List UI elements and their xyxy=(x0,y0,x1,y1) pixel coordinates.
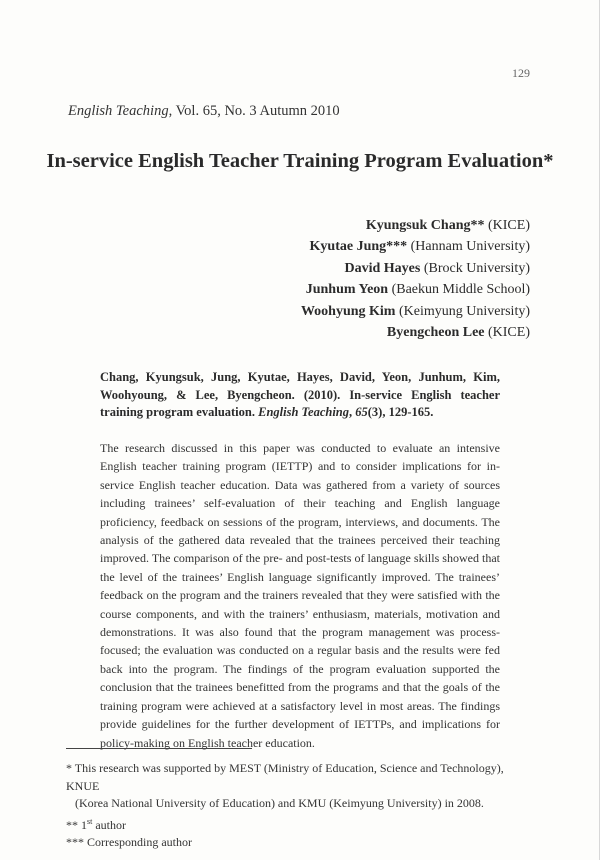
footnotes xyxy=(66,760,536,852)
citation-block xyxy=(100,369,500,422)
author-affiliation: (KICE) xyxy=(484,218,530,233)
author-list xyxy=(301,215,530,343)
author-name: Byengcheon Lee xyxy=(386,325,485,341)
author-affiliation: (Brock University) xyxy=(420,260,530,276)
author-affiliation: (KICE) xyxy=(484,325,530,341)
author-line xyxy=(301,301,530,322)
citation-issue-pages: (3), 129-165. xyxy=(367,405,434,419)
footnote-first-author-prefix: ** 1 xyxy=(66,817,87,832)
journal-details: , Vol. 65, No. 3 Autumn 2010 xyxy=(168,103,340,119)
author-line xyxy=(301,258,530,279)
author-line xyxy=(301,215,530,236)
author-line xyxy=(301,322,530,343)
footnote-corresponding: *** Corresponding author xyxy=(66,835,192,849)
footnote-support-line2: (Korea National University of Education) and KMU (Keimyung University) in 2008. xyxy=(75,796,484,810)
author-affiliation: (Baekun Middle School) xyxy=(388,282,530,298)
footnote-support-line1: * This research was supported by MEST (Ministry of Education, Science and Technology), KNUE xyxy=(66,761,504,793)
journal-header xyxy=(68,103,340,120)
citation-text: Chang, Kyungsuk, Jung, Kyutae, Hayes, David, Yeon, Junhum, Kim, Woohyoung, & Lee, Byengcheon. (2010). In-service English teacher training program evaluation. xyxy=(100,370,500,419)
footnote-divider xyxy=(66,748,252,749)
citation-separator: , xyxy=(349,405,356,419)
author-line xyxy=(301,279,530,300)
author-name: Kyungsuk Chang** xyxy=(365,218,485,233)
author-name: Junhum Yeon xyxy=(305,282,389,298)
citation-journal: English Teaching xyxy=(258,405,349,419)
author-name: Kyutae Jung*** xyxy=(309,239,408,255)
footnote-first-author xyxy=(66,813,536,835)
author-name: David Hayes xyxy=(344,260,421,276)
citation-volume: 65 xyxy=(355,405,368,419)
author-affiliation: (Hannam University) xyxy=(407,239,530,255)
abstract: The research discussed in this paper was conducted to evaluate an intensive English teacher training program (IETTP) and to consider implications for in-service English teacher education. Data was gathered from a variety of sources including trainees’ self-evaluation of their teaching and English language proficiency, feedback on sessions of the program, interviews, and documents. The analysis of the gathered data revealed that the trainees perceived their teaching improved. The comparison of the pre- and post-tests of language skills showed that the level of the trainees’ English language significantly improved. The trainees’ feedback on the program and the trainers revealed that they were satisfied with the course components, and with the trainers’ enthusiasm, materials, motivation and demonstrations. It was also found that the program management was process-focused; the evaluation was conducted on a regular basis and the results were fed back into the program. The findings of the program evaluation supported the conclusion that the trainees benefitted from the programs and that the goals of the training program were achieved at a satisfactory level in most areas. The findings provide guidelines for the further development of IETTPs, and implications for policy-making on English teacher education. xyxy=(100,441,500,750)
author-affiliation: (Keimyung University) xyxy=(395,303,530,319)
paper-title: In-service English Teacher Training Program Evaluation* xyxy=(46,150,554,172)
page-number: 129 xyxy=(512,66,530,80)
footnote-support xyxy=(66,760,536,813)
journal-name: English Teaching xyxy=(68,103,169,119)
footnote-first-author-sup: st xyxy=(87,816,93,826)
footnote-first-author-suffix: author xyxy=(92,817,126,832)
author-line xyxy=(301,236,530,257)
author-name: Woohyung Kim xyxy=(300,303,396,319)
